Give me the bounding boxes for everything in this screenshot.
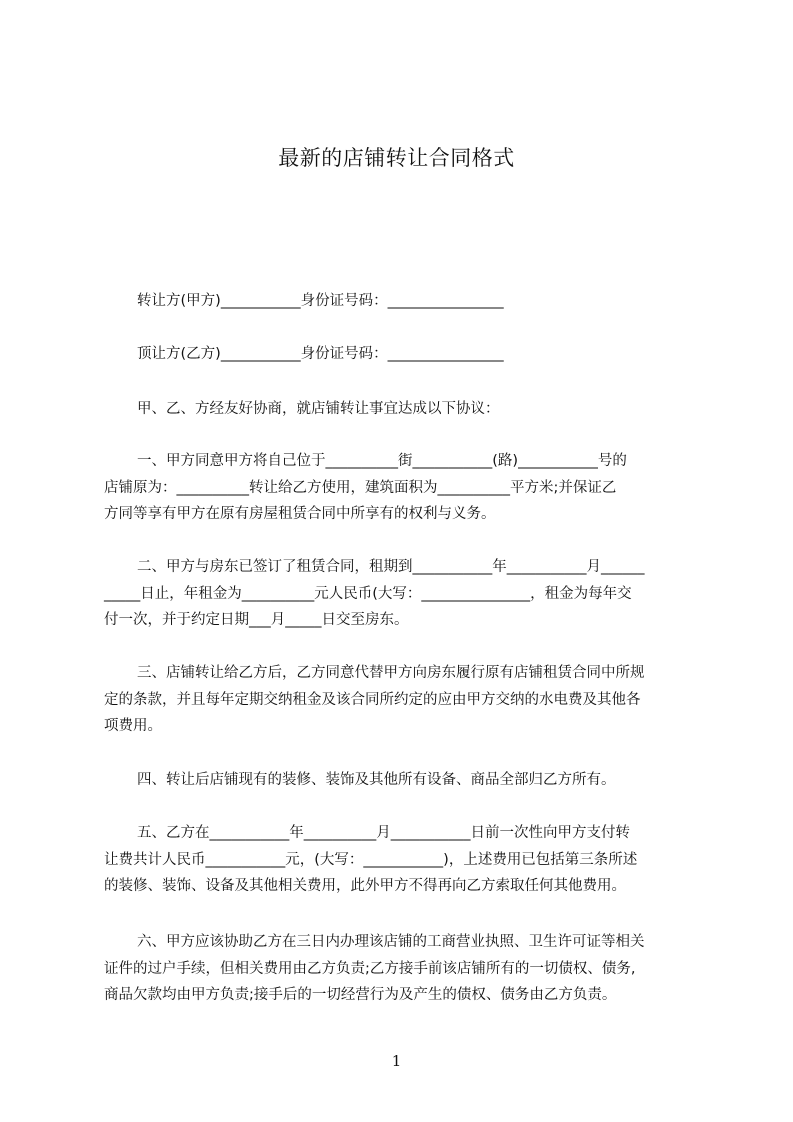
party-b-line: 顶让方(乙方)___________身份证号码：________________: [137, 346, 504, 362]
clause-3: [104, 660, 704, 740]
clause-6: [104, 929, 704, 1009]
clause-6-line: 六、甲方应该协助乙方在三日内办理该店铺的工商营业执照、卫生许可证等相关: [137, 934, 645, 950]
clause-4: [104, 767, 704, 794]
clause-5: [104, 820, 704, 900]
clause-3-line: 项费用。: [104, 718, 162, 734]
clause-6-line: 商品欠款均由甲方负责;接手后的一切经营行为及产生的债权、债务由乙方负责。: [104, 987, 617, 1003]
clause-1-line: 店铺原为：__________转让给乙方使用，建筑面积为__________平方米;并保证乙: [104, 479, 617, 496]
clause-1: [104, 448, 704, 528]
clause-2: [104, 554, 704, 634]
page-number: 1: [391, 1052, 402, 1070]
intro-paragraph: 甲、乙、方经友好协商，就店铺转让事宜达成以下协议：: [137, 401, 500, 417]
clause-5-line: 的装修、装饰、设备及其他相关费用，此外甲方不得再向乙方索取任何其他费用。: [104, 878, 626, 894]
clause-5-line: 让费共计人民币___________元，(大写：___________)，上述费用已包括第三条所述: [104, 851, 638, 868]
clause-2-line: 二、甲方与房东已签订了租赁合同，租期到___________年___________月______: [137, 559, 645, 575]
document-title: 最新的店铺转让合同格式: [278, 146, 515, 170]
clause-2-line: _____日止，年租金为__________元人民币(大写：_______________，租金为每年交: [104, 585, 632, 602]
clause-6-line: 证件的过户手续，但相关费用由乙方负责;乙方接手前该店铺所有的一切债权、债务,: [104, 960, 636, 977]
clause-2-line: 付一次，并于约定日期___月_____日交至房东。: [104, 612, 409, 628]
clause-4-line: 四、转让后店铺现有的装修、装饰及其他所有设备、商品全部归乙方所有。: [137, 772, 616, 788]
clause-1-line: 一、甲方同意甲方将自己位于__________街___________(路)___________号的: [137, 453, 627, 469]
clause-3-line: 定的条款，并且每年定期交纳租金及该合同所约定的应由甲方交纳的水电费及其他各: [104, 691, 641, 708]
clause-5-line: 五、乙方在___________年__________月___________日前一次性向甲方支付转: [137, 825, 630, 841]
party-a-line: 转让方(甲方)___________身份证号码：________________: [137, 293, 504, 309]
clause-1-line: 方同等享有甲方在原有房屋租赁合同中所享有的权利与义务。: [104, 506, 496, 522]
clause-3-line: 三、店铺转让给乙方后，乙方同意代替甲方向房东履行原有店铺租赁合同中所规: [137, 665, 645, 681]
